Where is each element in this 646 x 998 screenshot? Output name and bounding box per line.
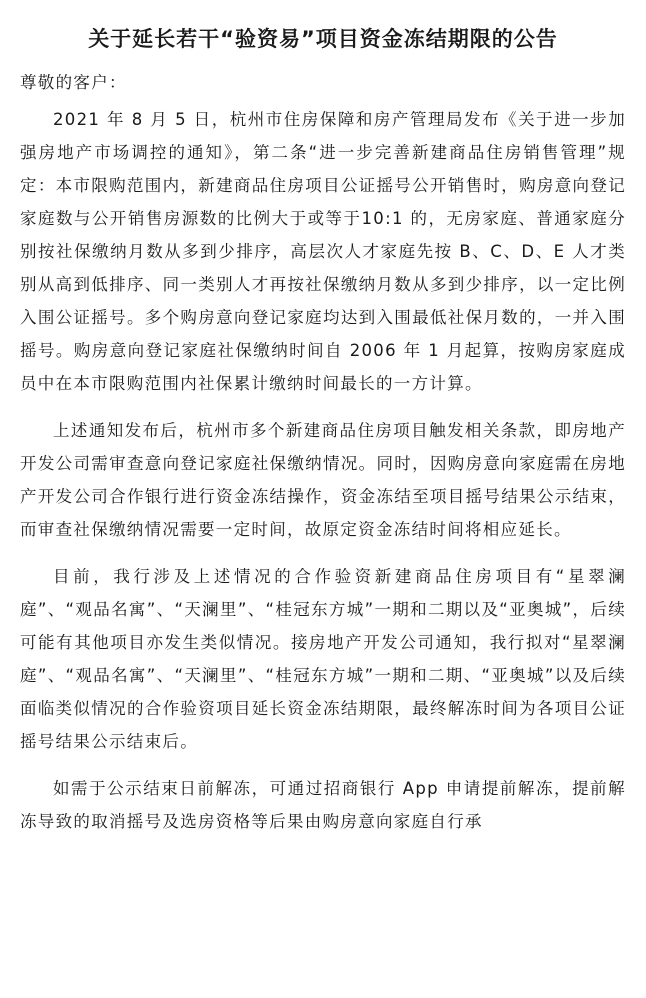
salutation: 尊敬的客户： (20, 73, 127, 92)
notice-title: 关于延长若干“验资易”项目资金冻结期限的公告 (88, 27, 558, 51)
paragraph-impact: 上述通知发布后，杭州市多个新建商品住房项目触发相关条款，即房地产开发公司需审查意向登记家庭社保缴纳情况。同时，因购房意向家庭需在房地产开发公司合作银行进行资金冻结操作，资金冻结至项目摇号结果公示结束，而审查社保缴纳情况需要一定时间，故原定资金冻结时间将相应延长。 (20, 421, 626, 539)
paragraph-projects: 目前，我行涉及上述情况的合作验资新建商品住房项目有“星翠澜庭”、“观品名寓”、“天澜里”、“桂冠东方城”一期和二期以及“亚奥城”，后续可能有其他项目亦发生类似情况。接房地产开发公司通知，我行拟对“星翠澜庭”、“观品名寓”、“天澜里”、“桂冠东方城”一期和二期、“亚奥城”以及后续面临类似情况的合作验资项目延长资金冻结期限，最终解冻时间为各项目公证摇号结果公示结束后。 (20, 567, 626, 751)
paragraph-policy: 2021 年 8 月 5 日，杭州市住房保障和房产管理局发布《关于进一步加强房地产市场调控的通知》，第二条“进一步完善新建商品住房销售管理”规定：本市限购范围内，新建商品住房项目公证摇号公开销售时，购房意向登记家庭数与公开销售房源数的比例大于或等于10:1 的，无房家庭、普通家庭分别按社保缴纳月数从多到少排序，高层次人才家庭先按 B、C、D、E 人才类别从高到低排序、同一类别人才再按社保缴纳月数从多到少排序，以一定比例入围公证摇号。多个购房意向登记家庭均达到入围最低社保月数的，一并入围摇号。购房意向登记家庭社保缴纳时间自 2006 年 1 月起算，按购房家庭成员中在本市限购范围内社保累计缴纳时间最长的一方计算。 (20, 110, 626, 393)
paragraph-early-unfreeze: 如需于公示结束日前解冻，可通过招商银行 App 申请提前解冻，提前解冻导致的取消摇号及选房资格等后果由购房意向家庭自行承 (20, 779, 626, 831)
